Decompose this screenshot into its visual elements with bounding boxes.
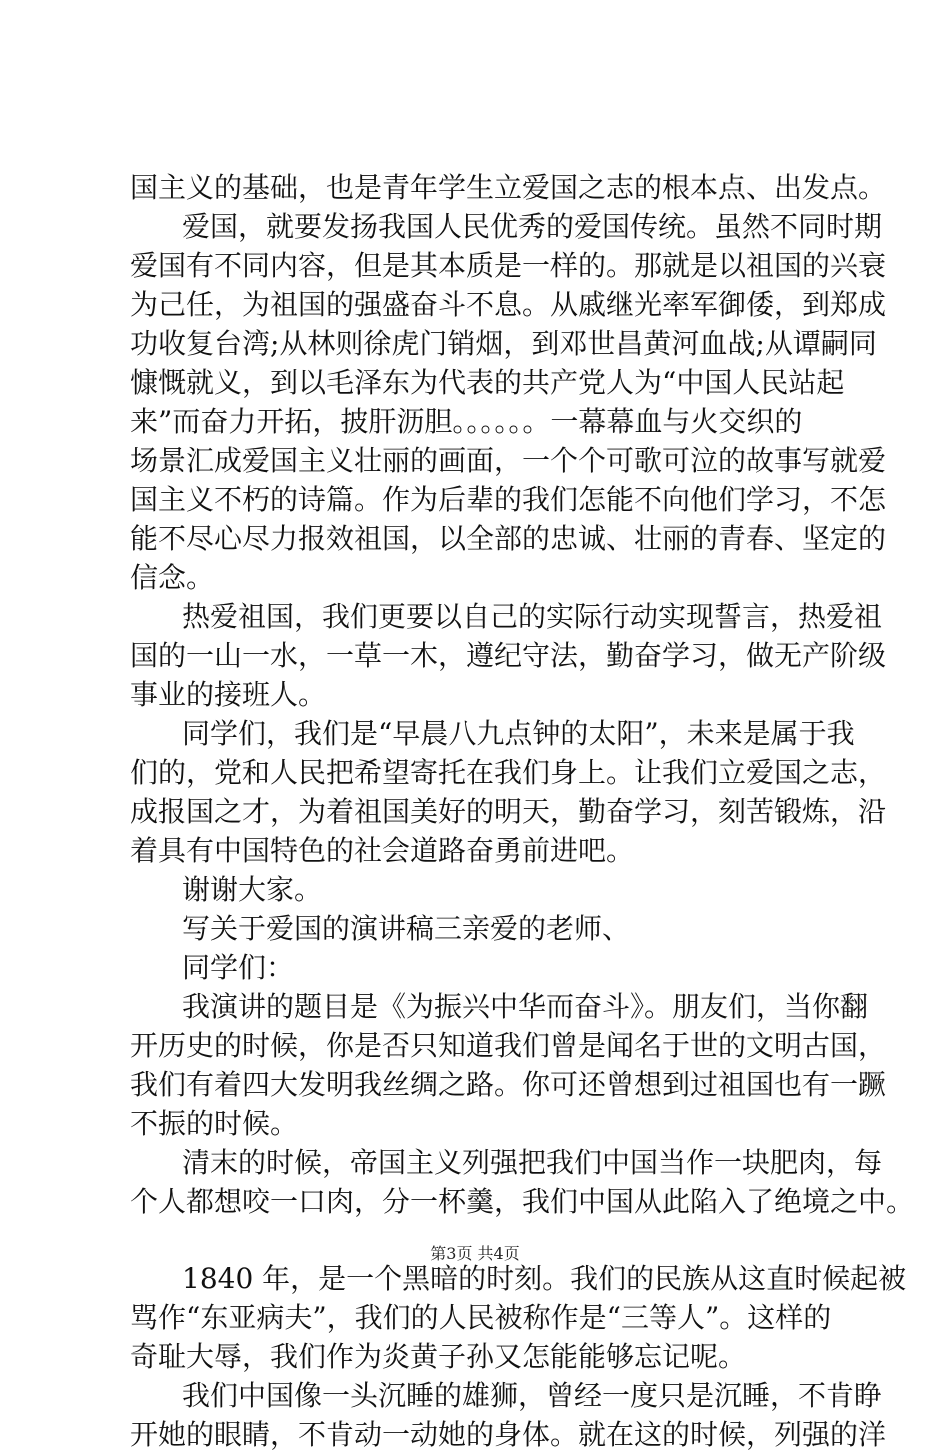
- text-line: 信念。: [130, 561, 215, 594]
- text-line: 1840 年，是一个黑暗的时刻。我们的民族从这直时候起被: [182, 1262, 907, 1295]
- text-line: 来”而奋力开拓，披肝沥胆。。。。。。一幕幕血与火交织的: [130, 405, 803, 438]
- text-line: 事业的接班人。: [130, 678, 327, 711]
- text-line: 能不尽心尽力报效祖国，以全部的忠诚、壮丽的青春、坚定的: [130, 522, 887, 555]
- text-line: 开历史的时候，你是否只知道我们曾是闻名于世的文明古国，: [130, 1029, 887, 1062]
- text-line: 功收复台湾;从林则徐虎门销烟，到邓世昌黄河血战;从谭嗣同: [130, 327, 877, 360]
- text-line: 写关于爱国的演讲稿三亲爱的老师、: [182, 912, 631, 945]
- text-line: 骂作“东亚病夫”，我们的人民被称作是“三等人”。这样的: [130, 1301, 832, 1334]
- text-line: 场景汇成爱国主义壮丽的画面，一个个可歌可泣的故事写就爱: [130, 444, 887, 477]
- text-line: 不振的时候。: [130, 1107, 299, 1140]
- text-line: 我们中国像一头沉睡的雄狮，曾经一度只是沉睡，不肯睁: [182, 1379, 883, 1412]
- text-line: 我演讲的题目是《为振兴中华而奋斗》。朋友们，当你翻: [182, 990, 869, 1023]
- text-line: 着具有中国特色的社会道路奋勇前进吧。: [130, 834, 635, 867]
- text-line: 爱国有不同内容，但是其本质是一样的。那就是以祖国的兴衰: [130, 249, 887, 282]
- text-line: 清末的时候，帝国主义列强把我们中国当作一块肥肉，每: [182, 1146, 883, 1179]
- text-line: 同学们：: [182, 951, 295, 984]
- text-line: 成报国之才，为着祖国美好的明天，勤奋学习，刻苦锻炼，沿: [130, 795, 887, 828]
- text-line: 国主义不朽的诗篇。作为后辈的我们怎能不向他们学习，不怎: [130, 483, 887, 516]
- text-line: 我们有着四大发明我丝绸之路。你可还曾想到过祖国也有一蹶: [130, 1068, 887, 1101]
- text-line: 们的，党和人民把希望寄托在我们身上。让我们立爱国之志，: [130, 756, 887, 789]
- page-footer: [0, 1244, 950, 1264]
- text-line: 同学们，我们是“早晨八九点钟的太阳”，未来是属于我: [182, 717, 855, 750]
- text-line: 奇耻大辱，我们作为炎黄子孙又怎能能够忘记呢。: [130, 1340, 747, 1373]
- text-line: 国主义的基础，也是青年学生立爱国之志的根本点、出发点。: [130, 171, 887, 204]
- text-line: 个人都想咬一口肉，分一杯羹，我们中国从此陷入了绝境之中。: [130, 1185, 915, 1218]
- text-line: 谢谢大家。: [182, 873, 323, 906]
- page-number-label: 第3页 共4页: [430, 1244, 520, 1263]
- text-line: 国的一山一水，一草一木，遵纪守法，勤奋学习，做无产阶级: [130, 639, 887, 672]
- text-line: 热爱祖国，我们更要以自己的实际行动实现誓言，热爱祖: [182, 600, 883, 633]
- text-line: 慷慨就义，到以毛泽东为代表的共产党人为“中国人民站起: [130, 366, 845, 399]
- text-line: 为己任，为祖国的强盛奋斗不息。从戚继光率军御倭，到郑成: [130, 288, 887, 321]
- text-line: 爱国，就要发扬我国人民优秀的爱国传统。虽然不同时期: [182, 210, 883, 243]
- text-line: 开她的眼睛，不肯动一动她的身体。就在这的时候，列强的洋: [130, 1418, 887, 1451]
